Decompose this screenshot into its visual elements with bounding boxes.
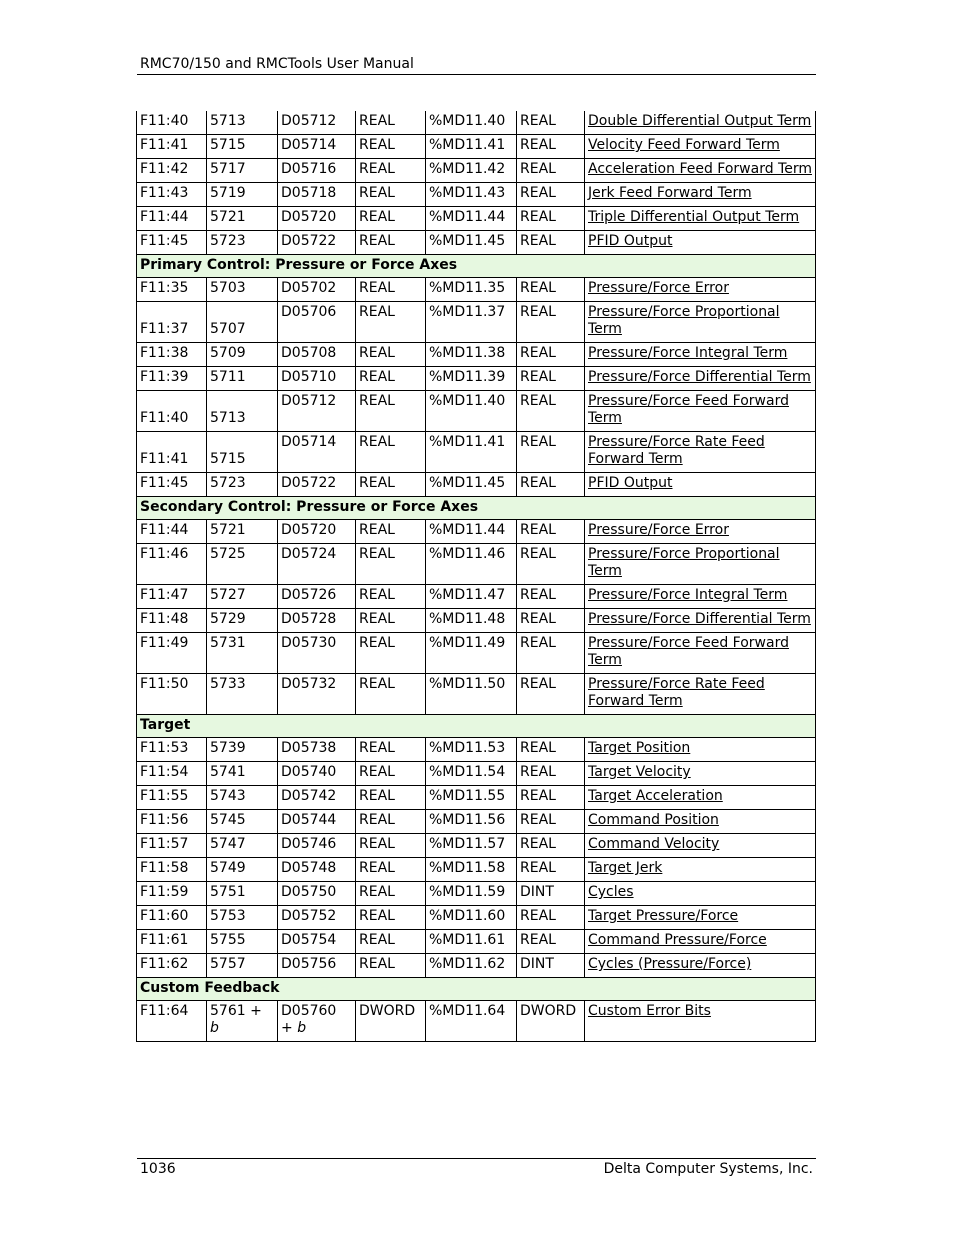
file-address-cell: F11:57 bbox=[137, 834, 207, 858]
table-row bbox=[137, 674, 816, 715]
modbus-address-cell: 5707 bbox=[207, 302, 278, 343]
table-row bbox=[137, 762, 816, 786]
modbus-address-cell: 5721 bbox=[207, 207, 278, 231]
file-address-cell: F11:54 bbox=[137, 762, 207, 786]
iec-address-cell: %MD11.44 bbox=[426, 520, 517, 544]
description-cell[interactable] bbox=[585, 762, 816, 786]
modbus-address-cell: 5725 bbox=[207, 544, 278, 585]
description-cell[interactable] bbox=[585, 231, 816, 255]
iec-address-cell: %MD11.43 bbox=[426, 183, 517, 207]
modbus-address-cell: 5749 bbox=[207, 858, 278, 882]
description-link[interactable]: Pressure/Force Proportional Term bbox=[588, 546, 780, 579]
iec-type-cell: REAL bbox=[517, 231, 585, 255]
description-cell[interactable] bbox=[585, 520, 816, 544]
description-cell[interactable] bbox=[585, 738, 816, 762]
data-address-cell: D05716 bbox=[278, 159, 356, 183]
table-row bbox=[137, 906, 816, 930]
modbus-address-cell: 5729 bbox=[207, 609, 278, 633]
type-cell: REAL bbox=[356, 633, 426, 674]
description-link[interactable]: Command Position bbox=[588, 812, 719, 828]
table-row bbox=[137, 183, 816, 207]
modbus-address-cell: 5711 bbox=[207, 367, 278, 391]
iec-address-cell: %MD11.42 bbox=[426, 159, 517, 183]
iec-type-cell: REAL bbox=[517, 609, 585, 633]
type-cell: REAL bbox=[356, 302, 426, 343]
description-cell[interactable] bbox=[585, 786, 816, 810]
data-address-cell: D05748 bbox=[278, 858, 356, 882]
file-address-cell: F11:41 bbox=[137, 135, 207, 159]
iec-type-cell: REAL bbox=[517, 858, 585, 882]
table-row bbox=[137, 473, 816, 497]
modbus-address-cell: 5757 bbox=[207, 954, 278, 978]
iec-address-cell: %MD11.53 bbox=[426, 738, 517, 762]
table-row bbox=[137, 810, 816, 834]
table-row bbox=[137, 432, 816, 473]
modbus-address-cell: 5753 bbox=[207, 906, 278, 930]
type-cell: REAL bbox=[356, 135, 426, 159]
data-address-cell: D05742 bbox=[278, 786, 356, 810]
data-address-cell: D05714 bbox=[278, 432, 356, 473]
description-link[interactable]: Custom Error Bits bbox=[588, 1003, 711, 1019]
description-link[interactable]: Pressure/Force Differential Term bbox=[588, 611, 811, 627]
table-row bbox=[137, 834, 816, 858]
iec-address-cell: %MD11.61 bbox=[426, 930, 517, 954]
modbus-address-cell: 5731 bbox=[207, 633, 278, 674]
description-link[interactable]: Pressure/Force Rate Feed Forward Term bbox=[588, 676, 765, 709]
description-link[interactable]: Command Velocity bbox=[588, 836, 720, 852]
table-row bbox=[137, 585, 816, 609]
company-name: Delta Computer Systems, Inc. bbox=[603, 1161, 813, 1177]
type-cell: REAL bbox=[356, 544, 426, 585]
file-address-cell: F11:61 bbox=[137, 930, 207, 954]
file-address-cell: F11:44 bbox=[137, 207, 207, 231]
iec-type-cell: REAL bbox=[517, 585, 585, 609]
iec-address-cell: %MD11.44 bbox=[426, 207, 517, 231]
file-address-cell: F11:40 bbox=[137, 111, 207, 135]
section-title: Custom Feedback bbox=[137, 978, 816, 1001]
data-address-cell: D05710 bbox=[278, 367, 356, 391]
description-cell[interactable] bbox=[585, 954, 816, 978]
table-row bbox=[137, 882, 816, 906]
modbus-address-cell bbox=[207, 1001, 278, 1042]
section-header-row bbox=[137, 497, 816, 520]
iec-address-cell: %MD11.62 bbox=[426, 954, 517, 978]
iec-address-cell: %MD11.41 bbox=[426, 432, 517, 473]
file-address-cell: F11:42 bbox=[137, 159, 207, 183]
data-address-cell: D05754 bbox=[278, 930, 356, 954]
data-address-cell: D05702 bbox=[278, 278, 356, 302]
iec-type-cell: REAL bbox=[517, 207, 585, 231]
iec-type-cell: REAL bbox=[517, 762, 585, 786]
type-cell: REAL bbox=[356, 674, 426, 715]
modbus-address-cell: 5727 bbox=[207, 585, 278, 609]
data-address-cell: D05724 bbox=[278, 544, 356, 585]
modbus-address-cell: 5723 bbox=[207, 473, 278, 497]
description-cell[interactable] bbox=[585, 183, 816, 207]
file-address-cell: F11:47 bbox=[137, 585, 207, 609]
file-address-cell: F11:43 bbox=[137, 183, 207, 207]
description-link[interactable]: PFID Output bbox=[588, 233, 673, 249]
iec-address-cell: %MD11.39 bbox=[426, 367, 517, 391]
description-cell[interactable] bbox=[585, 135, 816, 159]
section-title: Target bbox=[137, 715, 816, 738]
iec-address-cell: %MD11.54 bbox=[426, 762, 517, 786]
section-header-row bbox=[137, 715, 816, 738]
table-row bbox=[137, 231, 816, 255]
modbus-address-cell: 5721 bbox=[207, 520, 278, 544]
type-cell: REAL bbox=[356, 111, 426, 135]
iec-address-cell: %MD11.40 bbox=[426, 391, 517, 432]
data-address-cell: D05722 bbox=[278, 473, 356, 497]
type-cell: REAL bbox=[356, 609, 426, 633]
description-cell[interactable] bbox=[585, 544, 816, 585]
file-address-cell: F11:60 bbox=[137, 906, 207, 930]
description-cell[interactable] bbox=[585, 585, 816, 609]
iec-type-cell: REAL bbox=[517, 473, 585, 497]
file-address-cell: F11:45 bbox=[137, 231, 207, 255]
file-address-cell: F11:64 bbox=[137, 1001, 207, 1042]
data-address-cell: D05720 bbox=[278, 207, 356, 231]
data-address-cell: D05706 bbox=[278, 302, 356, 343]
type-cell: REAL bbox=[356, 473, 426, 497]
type-cell: REAL bbox=[356, 207, 426, 231]
modbus-address-cell: 5747 bbox=[207, 834, 278, 858]
file-address-cell: F11:37 bbox=[137, 302, 207, 343]
section-title: Primary Control: Pressure or Force Axes bbox=[137, 255, 816, 278]
description-link[interactable]: Pressure/Force Rate Feed Forward Term bbox=[588, 434, 765, 467]
description-cell[interactable] bbox=[585, 834, 816, 858]
type-cell: REAL bbox=[356, 834, 426, 858]
data-address-cell: D05730 bbox=[278, 633, 356, 674]
data-address-cell: D05740 bbox=[278, 762, 356, 786]
iec-address-cell: %MD11.49 bbox=[426, 633, 517, 674]
data-address-cell: D05726 bbox=[278, 585, 356, 609]
table-row bbox=[137, 111, 816, 135]
file-address-cell: F11:44 bbox=[137, 520, 207, 544]
file-address-cell: F11:50 bbox=[137, 674, 207, 715]
description-cell[interactable] bbox=[585, 609, 816, 633]
description-link[interactable]: Target Jerk bbox=[588, 860, 663, 876]
table-row bbox=[137, 302, 816, 343]
description-cell[interactable] bbox=[585, 207, 816, 231]
iec-type-cell: REAL bbox=[517, 906, 585, 930]
iec-type-cell: REAL bbox=[517, 159, 585, 183]
file-address-cell: F11:62 bbox=[137, 954, 207, 978]
data-address-cell: D05744 bbox=[278, 810, 356, 834]
table-row bbox=[137, 391, 816, 432]
description-link[interactable]: Pressure/Force Differential Term bbox=[588, 369, 811, 385]
data-address-cell: D05718 bbox=[278, 183, 356, 207]
iec-address-cell: %MD11.46 bbox=[426, 544, 517, 585]
modbus-address-cell: 5723 bbox=[207, 231, 278, 255]
iec-type-cell: REAL bbox=[517, 432, 585, 473]
description-link[interactable]: Velocity Feed Forward Term bbox=[588, 137, 780, 153]
description-cell[interactable] bbox=[585, 278, 816, 302]
description-link[interactable]: Acceleration Feed Forward Term bbox=[588, 161, 812, 177]
iec-type-cell: DINT bbox=[517, 954, 585, 978]
modbus-address-cell: 5755 bbox=[207, 930, 278, 954]
type-cell: REAL bbox=[356, 954, 426, 978]
data-address-cell: D05746 bbox=[278, 834, 356, 858]
table-row bbox=[137, 930, 816, 954]
table-row bbox=[137, 135, 816, 159]
iec-type-cell: REAL bbox=[517, 544, 585, 585]
data-address-cell: D05738 bbox=[278, 738, 356, 762]
table-row bbox=[137, 858, 816, 882]
iec-type-cell: REAL bbox=[517, 343, 585, 367]
description-cell[interactable] bbox=[585, 159, 816, 183]
type-cell: REAL bbox=[356, 858, 426, 882]
modbus-address-cell: 5751 bbox=[207, 882, 278, 906]
table-row bbox=[137, 343, 816, 367]
modbus-address-cell: 5713 bbox=[207, 391, 278, 432]
table-row bbox=[137, 367, 816, 391]
file-address-cell: F11:48 bbox=[137, 609, 207, 633]
description-link[interactable]: Pressure/Force Proportional Term bbox=[588, 304, 780, 337]
data-address-cell: D05760 + b bbox=[281, 1003, 337, 1036]
iec-type-cell: REAL bbox=[517, 302, 585, 343]
iec-address-cell: %MD11.38 bbox=[426, 343, 517, 367]
description-link[interactable]: Target Pressure/Force bbox=[588, 908, 739, 924]
iec-address-cell: %MD11.50 bbox=[426, 674, 517, 715]
description-link[interactable]: Pressure/Force Error bbox=[588, 280, 729, 296]
description-link[interactable]: Pressure/Force Feed Forward Term bbox=[588, 393, 789, 426]
description-cell[interactable] bbox=[585, 858, 816, 882]
description-cell[interactable] bbox=[585, 882, 816, 906]
iec-address-cell: %MD11.64 bbox=[426, 1001, 517, 1042]
file-address-cell: F11:39 bbox=[137, 367, 207, 391]
table-row bbox=[137, 633, 816, 674]
type-cell: DWORD bbox=[356, 1001, 426, 1042]
type-cell: REAL bbox=[356, 810, 426, 834]
type-cell: REAL bbox=[356, 432, 426, 473]
type-cell: REAL bbox=[356, 930, 426, 954]
data-address-cell: D05750 bbox=[278, 882, 356, 906]
table-row bbox=[137, 738, 816, 762]
description-cell[interactable] bbox=[585, 906, 816, 930]
iec-address-cell: %MD11.37 bbox=[426, 302, 517, 343]
modbus-address-cell: 5703 bbox=[207, 278, 278, 302]
description-cell[interactable] bbox=[585, 367, 816, 391]
data-address-cell: D05752 bbox=[278, 906, 356, 930]
description-cell[interactable] bbox=[585, 810, 816, 834]
modbus-address-cell: 5743 bbox=[207, 786, 278, 810]
iec-type-cell: REAL bbox=[517, 391, 585, 432]
section-title: Secondary Control: Pressure or Force Axes bbox=[137, 497, 816, 520]
data-address-cell bbox=[278, 1001, 356, 1042]
file-address-cell: F11:40 bbox=[137, 391, 207, 432]
description-cell[interactable] bbox=[585, 343, 816, 367]
modbus-address-cell: 5717 bbox=[207, 159, 278, 183]
iec-type-cell: REAL bbox=[517, 738, 585, 762]
file-address-cell: F11:53 bbox=[137, 738, 207, 762]
data-address-cell: D05712 bbox=[278, 111, 356, 135]
description-cell[interactable] bbox=[585, 111, 816, 135]
description-link[interactable]: Command Pressure/Force bbox=[588, 932, 767, 948]
type-cell: REAL bbox=[356, 786, 426, 810]
section-header-row bbox=[137, 978, 816, 1001]
description-cell[interactable] bbox=[585, 391, 816, 432]
file-address-cell: F11:45 bbox=[137, 473, 207, 497]
table-row bbox=[137, 544, 816, 585]
modbus-address-cell: 5739 bbox=[207, 738, 278, 762]
description-link[interactable]: Target Acceleration bbox=[588, 788, 723, 804]
iec-type-cell: REAL bbox=[517, 520, 585, 544]
iec-address-cell: %MD11.47 bbox=[426, 585, 517, 609]
type-cell: REAL bbox=[356, 738, 426, 762]
data-address-cell: D05708 bbox=[278, 343, 356, 367]
description-cell[interactable] bbox=[585, 633, 816, 674]
iec-type-cell: DWORD bbox=[517, 1001, 585, 1042]
table-row bbox=[137, 954, 816, 978]
description-link[interactable]: PFID Output bbox=[588, 475, 673, 491]
iec-address-cell: %MD11.41 bbox=[426, 135, 517, 159]
data-address-cell: D05720 bbox=[278, 520, 356, 544]
description-link[interactable]: Pressure/Force Integral Term bbox=[588, 345, 788, 361]
iec-type-cell: REAL bbox=[517, 633, 585, 674]
iec-type-cell: DINT bbox=[517, 882, 585, 906]
data-address-cell: D05722 bbox=[278, 231, 356, 255]
iec-address-cell: %MD11.60 bbox=[426, 906, 517, 930]
description-link[interactable]: Target Position bbox=[588, 740, 691, 756]
type-cell: REAL bbox=[356, 367, 426, 391]
description-cell[interactable] bbox=[585, 473, 816, 497]
table-row bbox=[137, 278, 816, 302]
iec-type-cell: REAL bbox=[517, 834, 585, 858]
file-address-cell: F11:38 bbox=[137, 343, 207, 367]
modbus-address-cell: 5713 bbox=[207, 111, 278, 135]
file-address-cell: F11:58 bbox=[137, 858, 207, 882]
header-divider bbox=[137, 74, 816, 75]
data-address-cell: D05756 bbox=[278, 954, 356, 978]
description-cell[interactable] bbox=[585, 930, 816, 954]
table-row bbox=[137, 159, 816, 183]
modbus-address-cell: 5709 bbox=[207, 343, 278, 367]
file-address-cell: F11:59 bbox=[137, 882, 207, 906]
type-cell: REAL bbox=[356, 159, 426, 183]
iec-address-cell: %MD11.48 bbox=[426, 609, 517, 633]
iec-type-cell: REAL bbox=[517, 183, 585, 207]
description-cell[interactable] bbox=[585, 674, 816, 715]
iec-address-cell: %MD11.59 bbox=[426, 882, 517, 906]
section-header-row bbox=[137, 255, 816, 278]
table-row bbox=[137, 609, 816, 633]
description-link[interactable]: Cycles bbox=[588, 884, 634, 900]
iec-type-cell: REAL bbox=[517, 674, 585, 715]
description-cell[interactable] bbox=[585, 302, 816, 343]
iec-type-cell: REAL bbox=[517, 111, 585, 135]
type-cell: REAL bbox=[356, 278, 426, 302]
file-address-cell: F11:49 bbox=[137, 633, 207, 674]
iec-type-cell: REAL bbox=[517, 367, 585, 391]
data-address-cell: D05712 bbox=[278, 391, 356, 432]
iec-type-cell: REAL bbox=[517, 278, 585, 302]
description-link[interactable]: Cycles (Pressure/Force) bbox=[588, 956, 752, 972]
type-cell: REAL bbox=[356, 231, 426, 255]
type-cell: REAL bbox=[356, 762, 426, 786]
description-link[interactable]: Pressure/Force Error bbox=[588, 522, 729, 538]
description-link[interactable]: Jerk Feed Forward Term bbox=[588, 185, 752, 201]
iec-address-cell: %MD11.57 bbox=[426, 834, 517, 858]
type-cell: REAL bbox=[356, 391, 426, 432]
file-address-cell: F11:56 bbox=[137, 810, 207, 834]
description-link[interactable]: Pressure/Force Feed Forward Term bbox=[588, 635, 789, 668]
file-address-cell: F11:35 bbox=[137, 278, 207, 302]
modbus-address-cell: 5733 bbox=[207, 674, 278, 715]
modbus-address-cell: 5719 bbox=[207, 183, 278, 207]
modbus-address-cell: 5715 bbox=[207, 135, 278, 159]
description-link[interactable]: Target Velocity bbox=[588, 764, 691, 780]
iec-type-cell: REAL bbox=[517, 135, 585, 159]
iec-address-cell: %MD11.55 bbox=[426, 786, 517, 810]
type-cell: REAL bbox=[356, 343, 426, 367]
description-link[interactable]: Pressure/Force Integral Term bbox=[588, 587, 788, 603]
iec-address-cell: %MD11.35 bbox=[426, 278, 517, 302]
iec-address-cell: %MD11.58 bbox=[426, 858, 517, 882]
modbus-address-cell: 5715 bbox=[207, 432, 278, 473]
data-address-cell: D05714 bbox=[278, 135, 356, 159]
data-address-cell: D05732 bbox=[278, 674, 356, 715]
table-row bbox=[137, 1001, 816, 1042]
description-link[interactable]: Triple Differential Output Term bbox=[588, 209, 800, 225]
description-cell[interactable] bbox=[585, 432, 816, 473]
iec-address-cell: %MD11.45 bbox=[426, 231, 517, 255]
type-cell: REAL bbox=[356, 585, 426, 609]
type-cell: REAL bbox=[356, 882, 426, 906]
table-row bbox=[137, 520, 816, 544]
file-address-cell: F11:55 bbox=[137, 786, 207, 810]
iec-type-cell: REAL bbox=[517, 810, 585, 834]
table-row bbox=[137, 207, 816, 231]
iec-type-cell: REAL bbox=[517, 930, 585, 954]
file-address-cell: F11:41 bbox=[137, 432, 207, 473]
page-number: 1036 bbox=[140, 1161, 176, 1177]
data-address-cell: D05728 bbox=[278, 609, 356, 633]
modbus-address-cell: 5741 bbox=[207, 762, 278, 786]
iec-type-cell: REAL bbox=[517, 786, 585, 810]
type-cell: REAL bbox=[356, 906, 426, 930]
page-header-title: RMC70/150 and RMCTools User Manual bbox=[140, 56, 414, 72]
type-cell: REAL bbox=[356, 520, 426, 544]
description-link[interactable]: Double Differential Output Term bbox=[588, 113, 812, 129]
type-cell: REAL bbox=[356, 183, 426, 207]
footer-divider bbox=[137, 1158, 816, 1159]
table-row bbox=[137, 786, 816, 810]
file-address-cell: F11:46 bbox=[137, 544, 207, 585]
modbus-address-cell: 5761 + b bbox=[210, 1003, 262, 1036]
register-table bbox=[136, 111, 816, 1042]
modbus-address-cell: 5745 bbox=[207, 810, 278, 834]
iec-address-cell: %MD11.40 bbox=[426, 111, 517, 135]
iec-address-cell: %MD11.45 bbox=[426, 473, 517, 497]
iec-address-cell: %MD11.56 bbox=[426, 810, 517, 834]
description-cell[interactable] bbox=[585, 1001, 816, 1042]
